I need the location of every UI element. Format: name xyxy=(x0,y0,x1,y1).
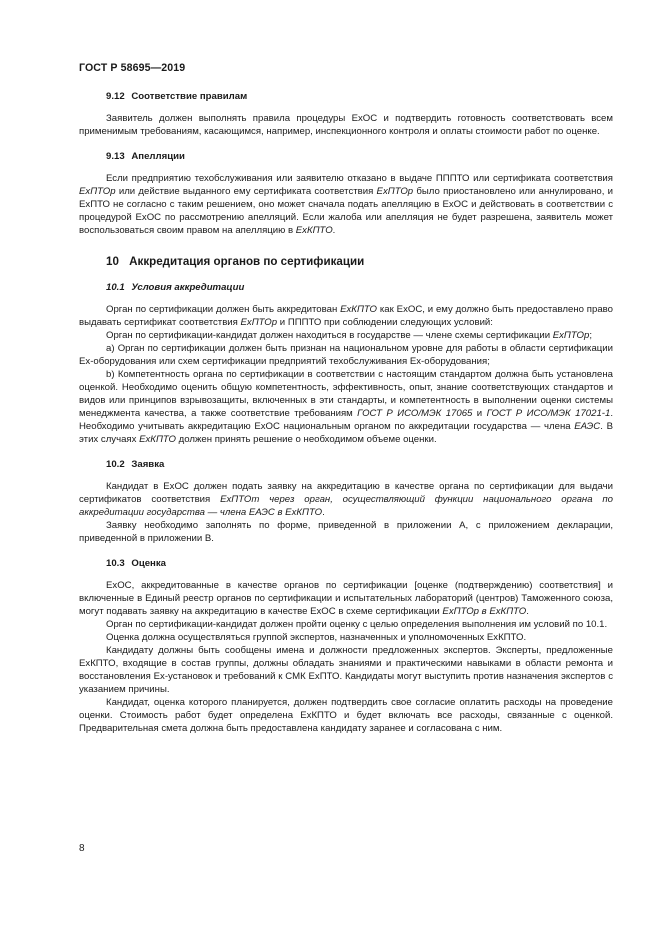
page-number: 8 xyxy=(79,843,85,854)
paragraph: Если предприятию техобслуживания или заявителю отказано в выдаче ПППТО или сертификата соответствия ExПТОр или действие выданного ему сертификата соответствия ExПТОр было приостановлено или аннулировано, и ExПТО не согласно с таким решением, оно может сначала подать апелляцию в ExOC и действовать в соответствии с процедурой ExOC по рассмотрению апелляций. Если жалоба или апелляция не будет разрешена, заявитель может воспользоваться своим правом на апелляцию в ExКПТО. xyxy=(79,173,613,236)
paragraph: Орган по сертификации-кандидат должен пройти оценку с целью определения выполнения им условий по 10.1. xyxy=(106,619,608,630)
section-title: Заявка xyxy=(131,459,165,470)
paragraph: Орган по сертификации-кандидат должен находиться в государстве — члене схемы сертификации ExПТОр; xyxy=(106,330,593,341)
chapter-title: Аккредитация органов по сертификации xyxy=(129,255,365,268)
paragraph: Кандидат, оценка которого планируется, должен подтвердить свое согласие оплатить расходы на проведение оценки. Стоимость работ будет определена ExКПТО и будет включать все расходы, связанные с оценкой. Предварительная смета должна быть предоставлена кандидату заранее и согласована с ним. xyxy=(79,697,613,734)
section-number: 9.12 xyxy=(106,91,125,102)
section-heading-10-3 xyxy=(106,557,613,570)
document-header: ГОСТ Р 58695—2019 xyxy=(79,62,186,74)
section-number: 9.13 xyxy=(106,151,125,162)
section-number: 10.1 xyxy=(106,282,125,293)
section-heading-9-13 xyxy=(106,150,613,163)
section-number: 10.2 xyxy=(106,459,125,470)
paragraph: Кандидат в ExOC должен подать заявку на аккредитацию в качестве органа по сертификации для выдачи сертификатов соответствия ExПТОт через орган, осуществляющий функции национального органа по аккредитации государства — члена ЕАЭС в ExКПТО. xyxy=(79,481,613,518)
chapter-number: 10 xyxy=(106,255,119,268)
section-heading-9-12 xyxy=(106,90,613,103)
section-title: Соответствие правилам xyxy=(131,91,248,102)
paragraph: Орган по сертификации должен быть аккредитован ExКПТО как ExOC, и ему должно быть предоставлено право выдавать сертификат соответствия ExПТОр и ПППТО при соблюдении следующих условий: xyxy=(79,304,613,328)
paragraph: Заявитель должен выполнять правила процедуры ExOC и подтвердить готовность соответствовать всем применимым требованиям, касающимся, например, инспекционного контроля и оплаты стоимости работ по оценке. xyxy=(79,113,613,137)
section-heading-10-1 xyxy=(106,281,613,294)
section-title: Оценка xyxy=(131,558,166,569)
list-item-b: b) Компетентность органа по сертификации в соответствии с настоящим стандартом должна быть установлена оценкой. Необходимо оценить общую компетентность, эффективность, опыт, знание соответствующих стандартов и видов или принципов взрывозащиты, включенных в эти стандарты, и компетентность в выполнении оценки системы менеджмента качества, а также соответствие требованиям ГОСТ Р ИСО/МЭК 17065 и ГОСТ Р ИСО/МЭК 17021-1. Необходимо учитывать аккредитацию ExOC национальным органом по аккредитации государства — члена ЕАЭС. В этих случаях ExКПТО должен принять решение о необходимом объеме оценки. xyxy=(79,369,614,445)
paragraph: ExOC, аккредитованные в качестве органов по сертификации [оценке (подтверждению) соответствия] и включенные в Единый реестр органов по сертификации и испытательных лабораторий (центров) Таможенного союза, могут подавать заявку на аккредитацию в качестве ExOC в схеме сертификации ExПТОр в ExКПТО. xyxy=(79,580,613,617)
section-title: Условия аккредитации xyxy=(131,282,245,293)
section-number: 10.3 xyxy=(106,558,125,569)
page-content xyxy=(79,90,613,735)
list-item-a: a) Орган по сертификации должен быть признан на национальном уровне для работы в области сертификации Ex-оборудования или схем сертификации предприятий техобслуживания Ex-оборудования; xyxy=(79,343,613,367)
paragraph: Кандидату должны быть сообщены имена и должности предложенных экспертов. Эксперты, предложенные ExКПТО, входящие в состав группы, должны обладать знаниями и практическими навыками в области ремонта и восстановления Ex-установок и требований к СМК ExПТО. Кандидаты могут выступить против назначения экспертов с указанием причины. xyxy=(79,645,613,695)
section-title: Апелляции xyxy=(131,151,185,162)
chapter-heading-10 xyxy=(106,254,613,269)
paragraph: Заявку необходимо заполнять по форме, приведенной в приложении А, с приложением декларации, приведенной в приложении В. xyxy=(79,520,613,544)
paragraph: Оценка должна осуществляться группой экспертов, назначенных и уполномоченных ExКПТО. xyxy=(106,632,527,643)
section-heading-10-2 xyxy=(106,458,613,471)
